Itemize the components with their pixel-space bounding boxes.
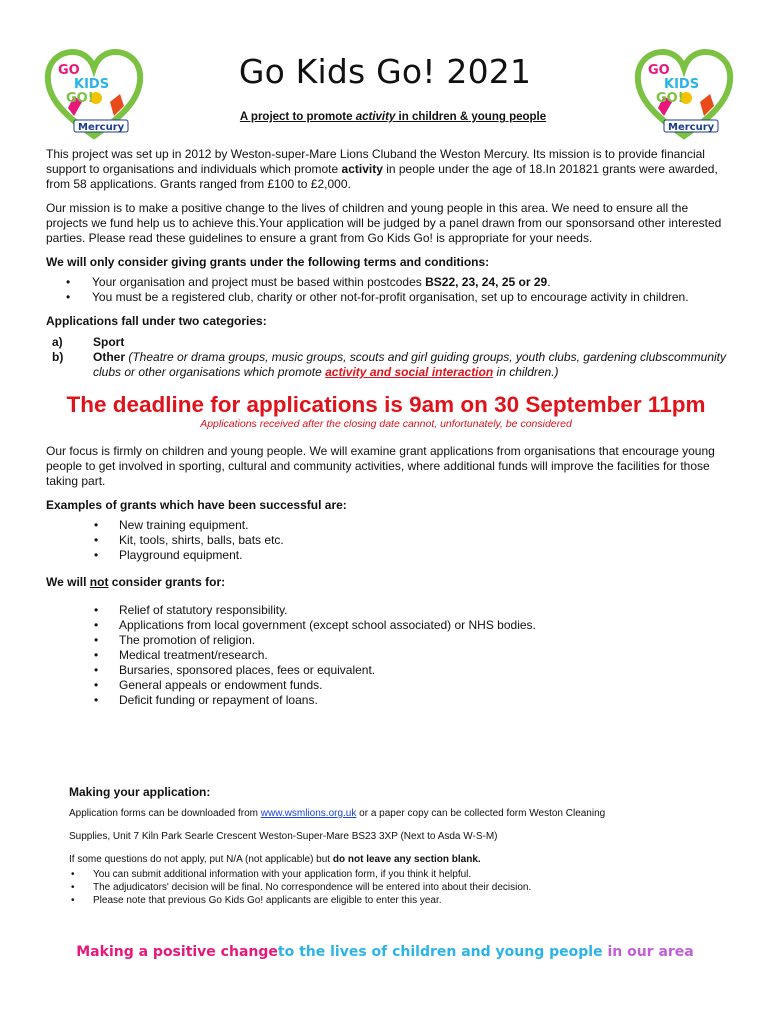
application-line-3: If some questions do not apply, put N/A (not applicable) but do not leave any section blank. <box>69 854 481 865</box>
logo-text-kids: KIDS <box>664 77 700 92</box>
list-item: • Your organisation and project must be based within postcodes BS22, 23, 24, 25 or 29. <box>46 275 726 290</box>
logo-text-mercury: Mercury <box>78 122 125 133</box>
list-item: • Playground equipment. <box>46 548 726 563</box>
logo-text-go2: GO! <box>66 91 94 106</box>
list-item: • Please note that previous Go Kids Go! applicants are eligible to enter this year. <box>69 894 729 907</box>
list-item: • Relief of statutory responsibility. <box>46 603 726 618</box>
application-heading: Making your application: <box>69 785 211 799</box>
deadline-note: Applications received after the closing date cannot, unfortunately, be considered <box>200 418 572 430</box>
list-item: • Kit, tools, shirts, balls, bats etc. <box>46 533 726 548</box>
footer-slogan: Making a positive changeto the lives of children and young people in our area <box>76 944 694 960</box>
terms-list <box>46 275 726 305</box>
list-item: • Deficit funding or repayment of loans. <box>46 693 726 708</box>
logo-text-go2: GO! <box>656 91 684 106</box>
list-item: • The promotion of religion. <box>46 633 726 648</box>
examples-heading: Examples of grants which have been successful are: <box>46 498 347 512</box>
application-section <box>69 786 729 907</box>
deadline-heading: The deadline for applications is 9am on 30 September 11pm <box>66 392 706 417</box>
list-item: a) Sport <box>52 335 125 349</box>
application-line-2: Supplies, Unit 7 Kiln Park Searle Crescent Weston-Super-Mare BS23 3XP (Next to Asda W-S-M) <box>69 831 498 842</box>
examples-list <box>46 518 726 563</box>
list-item: • Medical treatment/research. <box>46 648 726 663</box>
terms-heading: We will only consider giving grants under the following terms and conditions: <box>46 255 490 269</box>
logo-text-go: GO <box>648 63 670 78</box>
list-item: b) Other (Theatre or drama groups, music groups, scouts and girl guiding groups, youth clubs, gardening clubscommunity clubs or other organisations which promote activity and social interaction in children.) <box>52 350 726 379</box>
exclusions-list <box>46 603 726 708</box>
logo-text-mercury: Mercury <box>668 122 715 133</box>
list-item: • The adjudicators' decision will be final. No correspondence will be entered into about their decision. <box>69 881 729 894</box>
list-item: • New training equipment. <box>46 518 726 533</box>
intro-paragraph-2: Our mission is to make a positive change to the lives of children and young people in this area. We need to ensure all the projects we fund help us to achieve this.Your application will be judged by a panel drawn from our sponsorsand other interested parties. Please read these guidelines to ensure a grant from Go Kids Go! is appropriate for your needs. <box>46 201 722 245</box>
intro-paragraph-1: This project was set up in 2012 by Weston-super-Mare Lions Cluband the Weston Mercury. Its mission is to provide financial support to organisations and individuals which promote activity in people under the age of 18.In 201821 grants were awarded, from 58 applications. Grants ranged from £100 to £2,000. <box>46 147 718 191</box>
categories-list <box>46 335 726 380</box>
logo-text-kids: KIDS <box>74 77 110 92</box>
application-notes-list <box>69 868 729 907</box>
exclusions-heading: We will not consider grants for: <box>46 575 226 589</box>
application-line-1: Application forms can be downloaded from www.wsmlions.org.uk or a paper copy can be collected form Weston Cleaning <box>69 808 606 819</box>
document-body <box>46 147 726 708</box>
page-subtitle: A project to promote activity in children & young people <box>239 111 547 123</box>
list-item: • General appeals or endowment funds. <box>46 678 726 693</box>
categories-heading: Applications fall under two categories: <box>46 314 267 328</box>
focus-paragraph: Our focus is firmly on children and young people. We will examine grant applications from organisations that encourage young people to get involved in sporting, cultural and community activities, where additional funds will improve the facilities for those taking part. <box>46 444 715 488</box>
page-title: Go Kids Go! 2021 <box>238 52 532 91</box>
list-item: • You can submit additional information with your application form, if you think it helpful. <box>69 868 729 881</box>
list-item: • Bursaries, sponsored places, fees or equivalent. <box>46 663 726 678</box>
logo-text-go: GO <box>58 63 80 78</box>
list-item: • Applications from local government (except school associated) or NHS bodies. <box>46 618 726 633</box>
website-link[interactable]: www.wsmlions.org.uk <box>260 808 357 819</box>
list-item: • You must be a registered club, charity or other not-for-profit organisation, set up to encourage activity in children. <box>46 290 726 305</box>
